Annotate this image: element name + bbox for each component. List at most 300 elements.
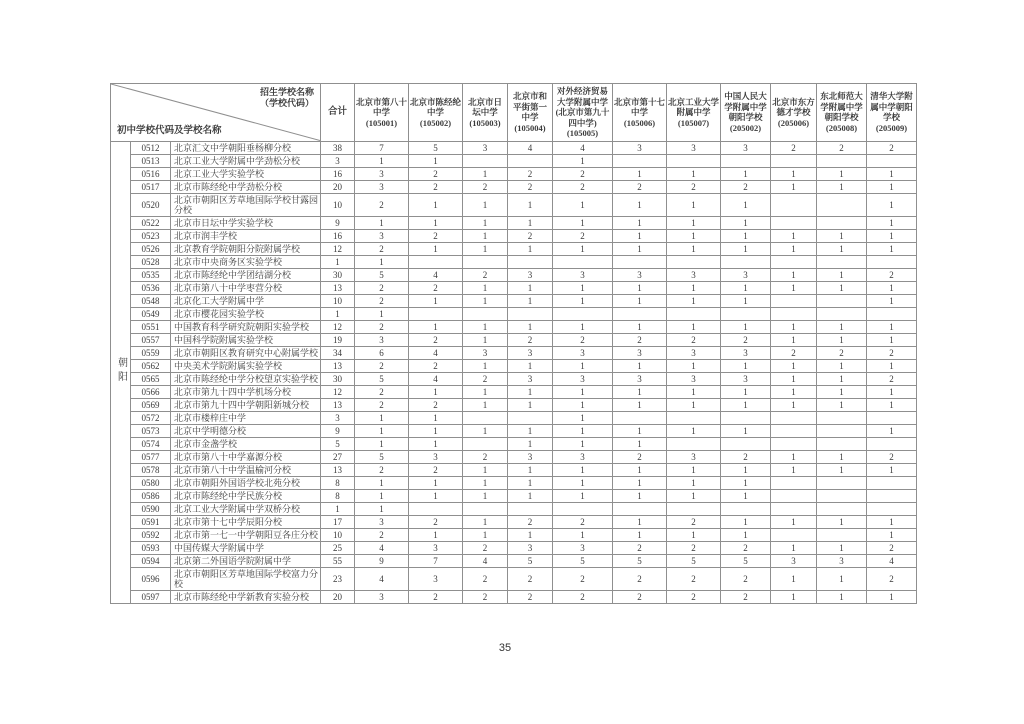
cell-value: 1 — [613, 281, 667, 294]
school-code: 0565 — [131, 372, 171, 385]
cell-value: 1 — [721, 229, 771, 242]
row-total: 30 — [321, 268, 355, 281]
cell-value: 2 — [463, 372, 508, 385]
cell-value: 2 — [508, 180, 553, 193]
row-total: 20 — [321, 590, 355, 603]
cell-value: 2 — [667, 180, 721, 193]
cell-value: 2 — [508, 167, 553, 180]
cell-value: 1 — [771, 385, 817, 398]
cell-value: 2 — [613, 541, 667, 554]
school-name: 北京市陈经纶中学劲松分校 — [171, 180, 321, 193]
row-total: 13 — [321, 281, 355, 294]
cell-value: 3 — [355, 333, 409, 346]
cell-value: 1 — [867, 463, 917, 476]
row-total: 25 — [321, 541, 355, 554]
row-total: 13 — [321, 359, 355, 372]
cell-value — [771, 528, 817, 541]
cell-value: 1 — [463, 294, 508, 307]
cell-value: 1 — [721, 294, 771, 307]
school-name: 北京市第一七一中学朝阳豆各庄分校 — [171, 528, 321, 541]
cell-value: 1 — [771, 590, 817, 603]
row-total: 16 — [321, 229, 355, 242]
row-total: 20 — [321, 180, 355, 193]
school-name: 北京市朝阳外国语学校北苑分校 — [171, 476, 321, 489]
cell-value: 3 — [667, 450, 721, 463]
school-code: 0592 — [131, 528, 171, 541]
cell-value: 2 — [508, 590, 553, 603]
table-row — [111, 359, 917, 372]
cell-value: 7 — [355, 141, 409, 154]
column-school-name: 东北师范大学附属中学朝阳学校 — [820, 91, 863, 123]
cell-value: 1 — [771, 359, 817, 372]
cell-value — [817, 502, 867, 515]
cell-value: 4 — [463, 554, 508, 567]
cell-value: 1 — [613, 424, 667, 437]
table-row — [111, 489, 917, 502]
cell-value: 1 — [463, 359, 508, 372]
cell-value: 1 — [721, 398, 771, 411]
table-row — [111, 437, 917, 450]
cell-value: 2 — [613, 333, 667, 346]
cell-value — [817, 437, 867, 450]
column-school-code: (105005) — [566, 128, 599, 138]
table-row — [111, 528, 917, 541]
row-total: 12 — [321, 242, 355, 255]
cell-value: 1 — [867, 193, 917, 216]
cell-value: 1 — [613, 294, 667, 307]
cell-value: 4 — [409, 268, 463, 281]
cell-value: 1 — [817, 398, 867, 411]
cell-value: 1 — [667, 359, 721, 372]
cell-value: 2 — [867, 567, 917, 590]
cell-value: 5 — [355, 372, 409, 385]
table-row — [111, 590, 917, 603]
cell-value: 5 — [721, 554, 771, 567]
cell-value: 2 — [867, 450, 917, 463]
column-school-name: 对外经济贸易大学附属中学(北京市第九十四中学) — [555, 86, 610, 128]
cell-value: 2 — [771, 346, 817, 359]
cell-value: 3 — [355, 229, 409, 242]
cell-value: 1 — [463, 320, 508, 333]
cell-value: 1 — [463, 229, 508, 242]
cell-value: 1 — [463, 489, 508, 502]
cell-value: 1 — [867, 385, 917, 398]
cell-value — [771, 193, 817, 216]
cell-value: 2 — [463, 180, 508, 193]
row-total: 30 — [321, 372, 355, 385]
cell-value: 1 — [667, 385, 721, 398]
cell-value: 2 — [355, 320, 409, 333]
cell-value: 1 — [867, 424, 917, 437]
cell-value — [553, 307, 613, 320]
cell-value: 2 — [867, 541, 917, 554]
cell-value — [508, 411, 553, 424]
cell-value: 3 — [613, 372, 667, 385]
cell-value: 2 — [721, 541, 771, 554]
cell-value: 1 — [721, 242, 771, 255]
school-code: 0536 — [131, 281, 171, 294]
school-code: 0594 — [131, 554, 171, 567]
school-name: 北京市第八十中学嘉源分校 — [171, 450, 321, 463]
cell-value: 1 — [771, 268, 817, 281]
column-header-205008 — [817, 84, 867, 142]
school-code: 0597 — [131, 590, 171, 603]
cell-value: 1 — [463, 528, 508, 541]
cell-value: 7 — [409, 554, 463, 567]
cell-value: 2 — [463, 450, 508, 463]
row-total: 19 — [321, 333, 355, 346]
row-total: 23 — [321, 567, 355, 590]
cell-value: 1 — [721, 489, 771, 502]
cell-value: 1 — [463, 463, 508, 476]
cell-value: 2 — [553, 567, 613, 590]
column-header-205006 — [771, 84, 817, 142]
column-header-105003 — [463, 84, 508, 142]
cell-value: 1 — [817, 320, 867, 333]
header-row — [111, 84, 917, 142]
cell-value: 1 — [553, 193, 613, 216]
cell-value — [508, 154, 553, 167]
row-total: 12 — [321, 385, 355, 398]
cell-value: 1 — [771, 515, 817, 528]
school-code: 0557 — [131, 333, 171, 346]
column-school-code: (105002) — [419, 117, 452, 128]
cell-value: 2 — [409, 590, 463, 603]
column-school-name: 北京市第八十中学 — [356, 96, 408, 117]
cell-value: 1 — [613, 385, 667, 398]
school-code: 0559 — [131, 346, 171, 359]
cell-value: 1 — [409, 154, 463, 167]
cell-value: 1 — [409, 476, 463, 489]
cell-value: 1 — [721, 385, 771, 398]
table-row — [111, 567, 917, 590]
cell-value — [867, 489, 917, 502]
cell-value: 6 — [355, 346, 409, 359]
cell-value — [817, 489, 867, 502]
cell-value: 4 — [867, 554, 917, 567]
cell-value: 1 — [355, 255, 409, 268]
cell-value: 1 — [355, 424, 409, 437]
row-total: 13 — [321, 463, 355, 476]
school-code: 0513 — [131, 154, 171, 167]
cell-value: 1 — [817, 268, 867, 281]
cell-value: 1 — [667, 229, 721, 242]
cell-value: 1 — [463, 281, 508, 294]
column-header-105006 — [613, 84, 667, 142]
cell-value: 1 — [508, 359, 553, 372]
cell-value: 1 — [667, 216, 721, 229]
cell-value — [817, 193, 867, 216]
cell-value: 1 — [613, 216, 667, 229]
cell-value: 4 — [355, 567, 409, 590]
cell-value: 1 — [721, 193, 771, 216]
cell-value: 1 — [867, 590, 917, 603]
cell-value: 1 — [613, 489, 667, 502]
cell-value: 1 — [817, 590, 867, 603]
cell-value: 2 — [409, 333, 463, 346]
column-school-code: (105007) — [677, 117, 710, 128]
cell-value: 1 — [771, 281, 817, 294]
table-row — [111, 411, 917, 424]
row-total: 27 — [321, 450, 355, 463]
school-name: 北京工业大学实验学校 — [171, 167, 321, 180]
school-code: 0596 — [131, 567, 171, 590]
row-total: 1 — [321, 502, 355, 515]
school-name: 北京市第八十中学温榆河分校 — [171, 463, 321, 476]
row-total: 17 — [321, 515, 355, 528]
cell-value — [771, 424, 817, 437]
cell-value: 2 — [817, 141, 867, 154]
cell-value: 1 — [721, 424, 771, 437]
row-total: 13 — [321, 398, 355, 411]
cell-value: 2 — [409, 463, 463, 476]
table-row — [111, 193, 917, 216]
cell-value: 2 — [463, 590, 508, 603]
table-row — [111, 154, 917, 167]
row-total: 5 — [321, 437, 355, 450]
school-code: 0535 — [131, 268, 171, 281]
table-body — [111, 141, 917, 603]
cell-value: 2 — [355, 281, 409, 294]
cell-value: 3 — [613, 268, 667, 281]
column-school-name: 北京市日坛中学 — [468, 96, 503, 117]
school-code: 0523 — [131, 229, 171, 242]
cell-value: 1 — [553, 398, 613, 411]
cell-value: 2 — [867, 141, 917, 154]
cell-value — [721, 255, 771, 268]
school-name: 北京市朝阳区教育研究中心附属学校 — [171, 346, 321, 359]
cell-value: 2 — [771, 141, 817, 154]
cell-value: 1 — [613, 242, 667, 255]
table-row — [111, 141, 917, 154]
cell-value: 3 — [508, 268, 553, 281]
cell-value: 1 — [355, 502, 409, 515]
cell-value: 1 — [508, 476, 553, 489]
row-total: 8 — [321, 476, 355, 489]
school-code: 0574 — [131, 437, 171, 450]
row-total: 10 — [321, 294, 355, 307]
cell-value: 1 — [721, 476, 771, 489]
school-code: 0522 — [131, 216, 171, 229]
cell-value — [613, 411, 667, 424]
cell-value: 1 — [817, 385, 867, 398]
cell-value: 1 — [721, 281, 771, 294]
cell-value: 1 — [613, 167, 667, 180]
school-name: 北京市楼梓庄中学 — [171, 411, 321, 424]
cell-value: 3 — [721, 346, 771, 359]
table-row — [111, 450, 917, 463]
column-header-105007 — [667, 84, 721, 142]
cell-value: 2 — [613, 590, 667, 603]
column-header-105001 — [355, 84, 409, 142]
cell-value: 1 — [553, 242, 613, 255]
cell-value: 2 — [508, 333, 553, 346]
school-code: 0551 — [131, 320, 171, 333]
cell-value — [817, 154, 867, 167]
column-school-name: 中国人民大学附属中学朝阳学校 — [724, 91, 767, 123]
cell-value: 1 — [721, 216, 771, 229]
cell-value: 1 — [553, 281, 613, 294]
school-name: 北京市日坛中学实验学校 — [171, 216, 321, 229]
school-name: 北京市润丰学校 — [171, 229, 321, 242]
cell-value: 1 — [613, 515, 667, 528]
cell-value: 3 — [771, 554, 817, 567]
cell-value: 2 — [409, 359, 463, 372]
cell-value: 2 — [463, 268, 508, 281]
row-total: 3 — [321, 411, 355, 424]
cell-value: 1 — [553, 294, 613, 307]
table-row — [111, 180, 917, 193]
cell-value — [409, 502, 463, 515]
cell-value: 1 — [463, 216, 508, 229]
school-code: 0549 — [131, 307, 171, 320]
cell-value: 1 — [355, 476, 409, 489]
cell-value: 5 — [508, 554, 553, 567]
cell-value: 2 — [667, 333, 721, 346]
cell-value: 3 — [667, 141, 721, 154]
cell-value — [553, 502, 613, 515]
cell-value: 3 — [508, 450, 553, 463]
school-name: 北京市樱花园实验学校 — [171, 307, 321, 320]
cell-value: 3 — [409, 541, 463, 554]
cell-value: 1 — [817, 541, 867, 554]
school-name: 北京第二外国语学院附属中学 — [171, 554, 321, 567]
cell-value: 1 — [817, 242, 867, 255]
cell-value: 2 — [867, 372, 917, 385]
cell-value: 3 — [508, 372, 553, 385]
row-total: 10 — [321, 193, 355, 216]
school-name: 北京市陈经纶中学分校望京实验学校 — [171, 372, 321, 385]
cell-value: 3 — [409, 567, 463, 590]
cell-value: 1 — [771, 450, 817, 463]
cell-value — [667, 154, 721, 167]
row-total: 3 — [321, 154, 355, 167]
column-school-name: 北京市陈经纶中学 — [410, 96, 462, 117]
school-code: 0593 — [131, 541, 171, 554]
cell-value: 3 — [553, 372, 613, 385]
cell-value: 1 — [553, 476, 613, 489]
table-row — [111, 320, 917, 333]
school-name: 北京市金盏学校 — [171, 437, 321, 450]
cell-value: 1 — [553, 359, 613, 372]
cell-value — [667, 307, 721, 320]
column-school-code: (105003) — [469, 117, 501, 128]
school-code: 0569 — [131, 398, 171, 411]
school-code: 0548 — [131, 294, 171, 307]
cell-value: 3 — [508, 541, 553, 554]
cell-value: 1 — [553, 385, 613, 398]
cell-value — [508, 307, 553, 320]
corner-header-cell — [111, 84, 321, 142]
cell-value — [771, 476, 817, 489]
cell-value: 1 — [817, 463, 867, 476]
school-code: 0580 — [131, 476, 171, 489]
cell-value: 1 — [409, 489, 463, 502]
cell-value — [817, 294, 867, 307]
cell-value: 2 — [667, 541, 721, 554]
cell-value — [771, 307, 817, 320]
column-school-code: (105006) — [623, 117, 656, 128]
column-school-name: 清华大学附属中学朝阳学校 — [870, 91, 913, 123]
cell-value: 1 — [817, 180, 867, 193]
cell-value: 1 — [409, 216, 463, 229]
table-row — [111, 463, 917, 476]
cell-value: 1 — [817, 281, 867, 294]
cell-value: 1 — [771, 180, 817, 193]
cell-value: 3 — [667, 372, 721, 385]
cell-value: 2 — [463, 541, 508, 554]
cell-value: 5 — [613, 554, 667, 567]
table-row — [111, 216, 917, 229]
cell-value: 4 — [355, 541, 409, 554]
cell-value: 1 — [463, 515, 508, 528]
school-name: 中国科学院附属实验学校 — [171, 333, 321, 346]
table-row — [111, 281, 917, 294]
cell-value: 1 — [553, 154, 613, 167]
cell-value: 2 — [553, 590, 613, 603]
school-code: 0526 — [131, 242, 171, 255]
school-name: 中国教育科学研究院朝阳实验学校 — [171, 320, 321, 333]
cell-value — [613, 154, 667, 167]
cell-value: 2 — [508, 567, 553, 590]
cell-value: 1 — [613, 437, 667, 450]
cell-value: 2 — [463, 567, 508, 590]
cell-value: 3 — [667, 346, 721, 359]
cell-value: 1 — [667, 424, 721, 437]
cell-value: 2 — [553, 167, 613, 180]
table-row — [111, 476, 917, 489]
cell-value: 1 — [667, 476, 721, 489]
cell-value: 1 — [867, 281, 917, 294]
row-total: 9 — [321, 424, 355, 437]
cell-value: 1 — [613, 193, 667, 216]
school-name: 中国传媒大学附属中学 — [171, 541, 321, 554]
cell-value — [771, 255, 817, 268]
cell-value: 2 — [409, 515, 463, 528]
row-total: 1 — [321, 255, 355, 268]
cell-value: 1 — [463, 385, 508, 398]
cell-value: 5 — [355, 450, 409, 463]
table-row — [111, 398, 917, 411]
cell-value — [721, 307, 771, 320]
school-code: 0577 — [131, 450, 171, 463]
cell-value: 1 — [409, 437, 463, 450]
cell-value: 1 — [409, 193, 463, 216]
cell-value — [463, 411, 508, 424]
school-name: 北京汇文中学朝阳垂杨柳分校 — [171, 141, 321, 154]
cell-value: 2 — [355, 528, 409, 541]
cell-value — [463, 307, 508, 320]
cell-value: 3 — [667, 268, 721, 281]
cell-value: 2 — [553, 229, 613, 242]
cell-value: 1 — [355, 411, 409, 424]
column-school-name: 北京工业大学附属中学 — [668, 96, 720, 117]
cell-value — [867, 411, 917, 424]
cell-value: 4 — [409, 346, 463, 359]
school-code: 0590 — [131, 502, 171, 515]
cell-value: 2 — [721, 333, 771, 346]
cell-value: 1 — [667, 463, 721, 476]
column-school-name: 北京市第十七中学 — [614, 96, 666, 117]
cell-value: 2 — [355, 463, 409, 476]
cell-value: 1 — [463, 333, 508, 346]
table-row — [111, 242, 917, 255]
school-code: 0562 — [131, 359, 171, 372]
cell-value: 3 — [613, 346, 667, 359]
cell-value — [817, 411, 867, 424]
cell-value: 1 — [463, 242, 508, 255]
cell-value: 2 — [721, 450, 771, 463]
